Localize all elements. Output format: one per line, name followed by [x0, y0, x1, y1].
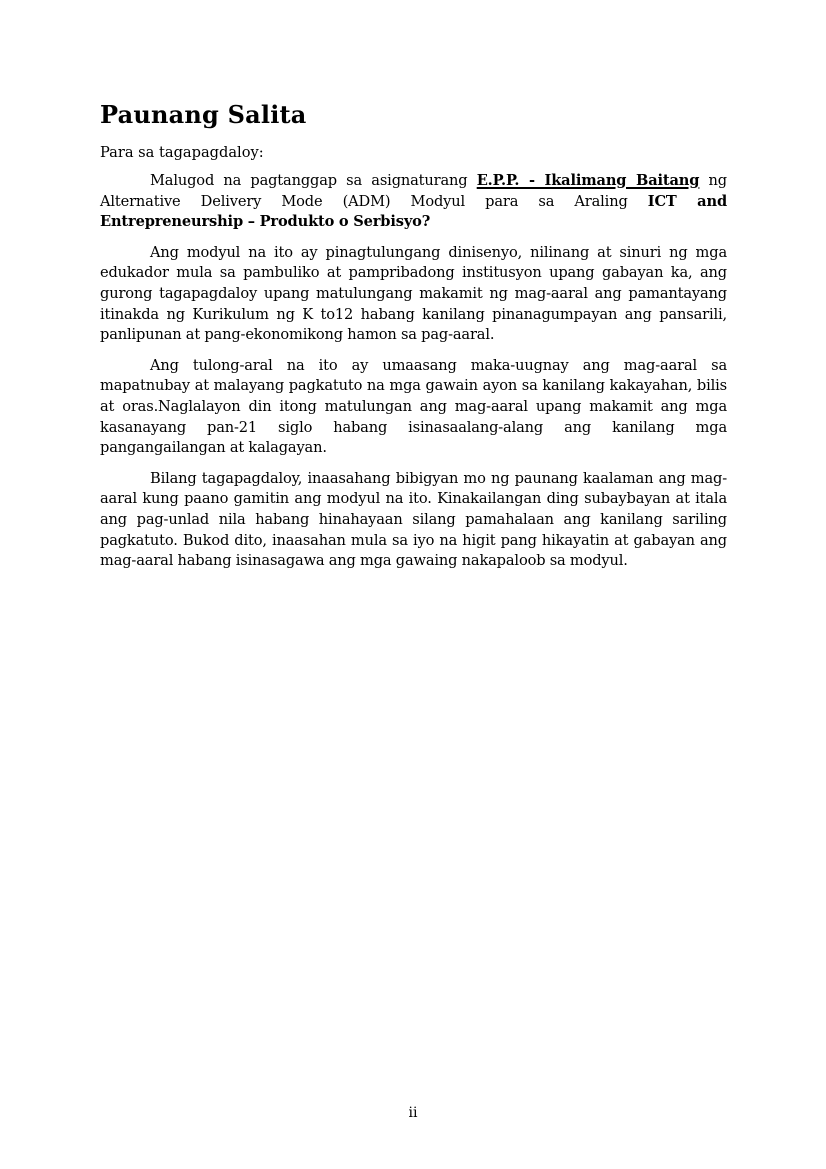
paragraph-facilitator-role: Bilang tagapagdaloy, inaasahang bibigyan mo ng paunang kaalaman ang mag-aaral kung paano gamitin ang modyul na ito. Kinakailangan ding subaybayan at itala ang pag-unlad nila habang hinahayaan silang pamahalaan ang kanilang sariling pagkatuto. Bukod dito, inaasahan mula sa iyo na higit pang hikayatin at gabayan ang mag-aaral habang isinasagawa ang mga gawaing nakapaloob sa modyul. [100, 469, 727, 570]
page-content [100, 98, 727, 582]
paragraph-module-design: Ang modyul na ito ay pinagtulungang dinisenyo, nilinang at sinuri ng mga edukador mula sa pambuliko at pampribadong institusyon upang gabayan ka, ang gurong tagapagdaloy upang matulungang makamit ng mag-aaral ang pamantayang itinakda ng Kurikulum ng K to12 habang kanilang pinanagumpayan ang pansarili, panlipunan at pang-ekonomikong hamon sa pag-aaral. [100, 243, 727, 344]
welcome-text-a: Malugod na pagtanggap sa asignaturang [150, 172, 477, 189]
welcome-text-b: ng Alternative Delivery Mode (ADM) Modyul para sa Araling [100, 172, 727, 210]
paragraph-welcome [100, 171, 727, 233]
paragraph-learner-support: Ang tulong-aral na ito ay umaasang maka-uugnay ang mag-aaral sa mapatnubay at malayang pagkatuto na mga gawain ayon sa kanilang kakayahan, bilis at oras.Naglalayon din itong matulungan ang mag-aaral upang makamit ang mga kasanayang pan-21 siglo habang isinasaalang-alang ang kanilang mga pangangailangan at kalagayan. [100, 356, 727, 457]
subject-name [477, 172, 700, 189]
salutation: Para sa tagapagdaloy: [100, 144, 264, 161]
page-title: Paunang Salita [100, 100, 307, 129]
topic-name: ICT and Entrepreneurship – Produkto o Serbisyo? [100, 192, 728, 231]
page-number: ii [408, 1105, 418, 1121]
subject-name-underlined: E.P.P. - Ikalimang Baitang [476, 172, 700, 189]
